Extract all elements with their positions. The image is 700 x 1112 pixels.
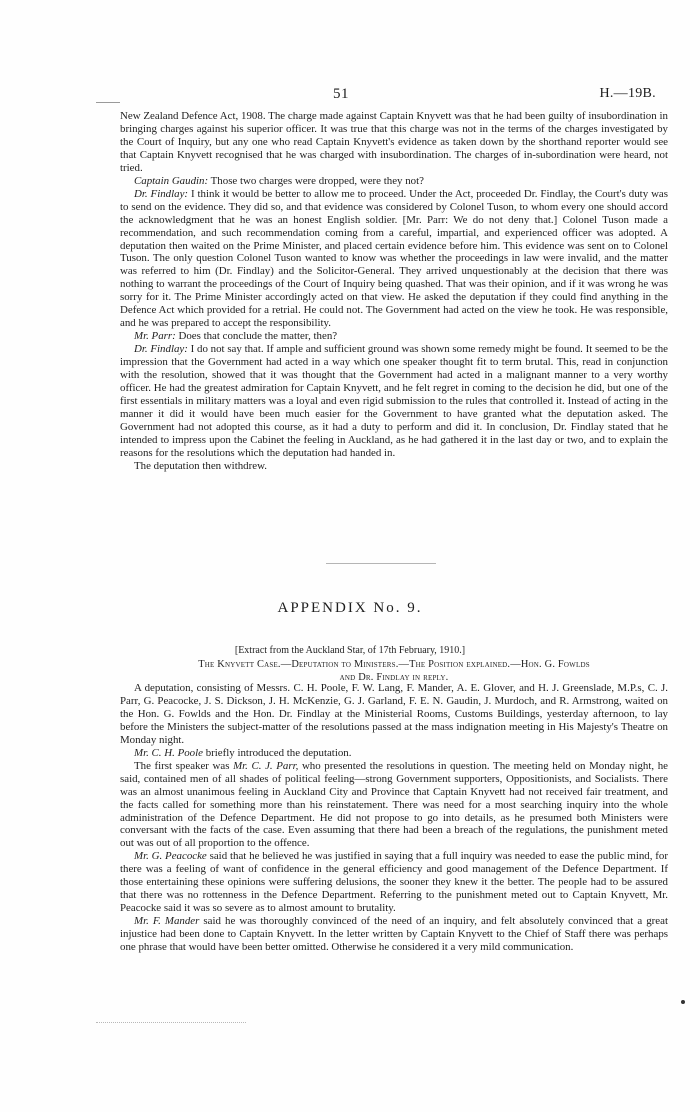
paragraph: A deputation, consisting of Messrs. C. H. Poole, F. W. Lang, F. Mander, A. E. Glover, and H. J. Greenslade, M.P.s, C. J. Parr, G. Peacocke, J. S. Dickson, J. H. McKenzie, G. J. Garland, F. E. N. Gaudin, J. Murdoch, and R. Armstrong, waited on the Hon. G. Fowlds and the Hon. Dr. Findlay at the Ministerial Rooms, Customs Buildings, yesterday afternoon, to lay before the Ministers the subject-matter of the resolutions passed at the mass indignation meeting in His Majesty's Theatre on Monday night. bbox=[120, 682, 668, 746]
paragraph-text: said that he believed he was justified in saying that a full inquiry was needed to ease the public mind, for there was a feeling of want of confidence in the general efficiency and good management of the Defence Department. If those entertaining these opinions were suffering delusions, the sooner they knew it the better. The people had to be assured that there was no rottenness in the Defence Department. Referring to the punishment meted out to Captain Knyvett, Mr. Peacocke said it was so severe as to almost amount to brutality. bbox=[120, 850, 668, 915]
paragraph-text: said he was thoroughly convinced of the need of an inquiry, and felt absolutely convinced that a great injustice had been done to Captain Knyvett. In the letter written by Captain Knyvett to the Chief of Staff there was perhaps one phrase that would have been better omitted. Otherwise he considered it a very mild communication. bbox=[120, 915, 668, 954]
paragraph: New Zealand Defence Act, 1908. The charge made against Captain Knyvett was that he had been guilty of insubordination in bringing charges against his superior officer. It was true that this charge was not in the terms of the charges investigated by the Court of Inquiry, but any one who read Captain Knyvett's evidence as taken down by the shorthand reporter would see that Captain Knyvett recognised that he was charged with insubordination. The charges of in-subordination were heard, not tried. bbox=[120, 110, 668, 174]
document-reference: H.—19B. bbox=[599, 86, 656, 101]
headline-line: The Knyvett Case.—Deputation to Ministers.—The Position explained.—Hon. G. Fowlds bbox=[198, 659, 590, 670]
paragraph bbox=[120, 175, 668, 188]
appendix-title: APPENDIX No. 9. bbox=[277, 600, 423, 616]
paragraph-text: I do not say that. If ample and sufficient ground was shown some remedy might be found. It seemed to be the impression that the Government had acted in a way which one speaker thought fit to term brutal. This, read in conjunction with the resolution, showed that it was thought that the Government had acted in a malignant manner to a very worthy officer. He had the greatest admiration for Captain Knyvett, and he felt regret in coming to the decision he did, but one of the first essentials in military matters was a loyal and even rigid submission to the rules that controlled it. Instead of acting in the manner it did it would have been much easier for the Government to have granted what the deputation asked. The Government had not adopted this course, as it had a duty to perform and did it. In conclusion, Dr. Findlay stated that he intended to impress upon the Cabinet the feeling in Auckland, as he had gathered it in the last day or two, and to explain the reasons for the resolutions which the deputation had handed in. bbox=[120, 343, 668, 459]
article-headline bbox=[120, 659, 668, 684]
extract-source-note: [Extract from the Auckland Star, of 17th February, 1910.] bbox=[234, 645, 466, 656]
paragraph-text: Does that conclude the matter, then? bbox=[175, 330, 338, 343]
paragraph bbox=[120, 188, 668, 330]
paragraph-text: who presented the resolutions in question. The meeting held on Monday night, he said, contained men of all shades of political feeling—strong Government supporters, Oppositionists, and Socialists. There was an almost unanimous feeling in Auckland City and Province that Captain Knyvett had not received fair treatment, and the facts called for something more than his reinstatement. There was need for a most searching inquiry into the whole administration of the Defence Department. He did not propose to go into details, as he presumed both Ministers were conversant with the facts of the case. Even assuming that there had been a breach of the regulations, the punishment meted out was out of all proportion to the offence. bbox=[120, 759, 668, 850]
speaker-name: Mr. G. Peacocke bbox=[134, 850, 207, 863]
footer-mark bbox=[96, 1022, 246, 1024]
paragraph bbox=[120, 747, 668, 760]
headline-line: and Dr. Findlay in reply. bbox=[339, 671, 449, 683]
speaker-name: Dr. Findlay: bbox=[134, 343, 188, 356]
speaker-name: Captain Gaudin: bbox=[134, 174, 209, 187]
paragraph-text: I think it would be better to allow me to proceed. Under the Act, proceeded Dr. Findlay, the Court's duty was to send on the evidence. They did so, and that evidence was considered by Colonel Tuson, to whom every one should accord the acknowledgment that he was an honest English soldier. [Mr. Parr: We do not deny that.] Colonel Tuson made a recommendation, and such recommendation coming from a careful, impartial, and experienced officer was adopted. A deputation then waited on the Prime Minister, and placed certain evidence before him. This evidence was sent on to Colonel Tuson. The only question Colonel Tuson wanted to know was whether the proceedings in law were invalid, and the matter was referred to him (Dr. Findlay) and the Solicitor-General. They arrived unquestionably at the decision that there was nothing to warrant the proceedings of the Court of Inquiry being quashed. That was their opinion, and if it was wrong he was sorry for it. The Prime Minister accordingly acted on that view. He asked the deputation if they could find anything in the Defence Act which provided for a retrial. He could not. The Government had acted on the view he took. He was responsible, and he was prepared to accept the responsibility. bbox=[120, 187, 669, 330]
paragraph-text: The first speaker was bbox=[134, 759, 234, 772]
paragraph bbox=[120, 343, 668, 460]
speaker-name: Dr. Findlay: bbox=[134, 187, 189, 200]
deputation-article-section bbox=[120, 682, 668, 954]
page-header bbox=[0, 86, 700, 106]
margin-mark bbox=[96, 102, 120, 103]
section-divider bbox=[326, 563, 436, 564]
margin-dot bbox=[681, 1000, 685, 1004]
paragraph: The deputation then withdrew. bbox=[134, 459, 267, 472]
paragraph-text: Those two charges were dropped, were they not? bbox=[208, 174, 424, 187]
paragraph bbox=[120, 760, 668, 851]
paragraph bbox=[120, 915, 668, 954]
page-number: 51 bbox=[333, 86, 349, 102]
paragraph bbox=[120, 850, 668, 915]
paragraph bbox=[120, 330, 668, 343]
paragraph-text: briefly introduced the deputation. bbox=[202, 746, 352, 759]
findlay-reply-section bbox=[120, 110, 668, 473]
speaker-name: Mr. C. H. Poole bbox=[134, 746, 203, 759]
speaker-name: Mr. Parr: bbox=[134, 330, 176, 343]
speaker-name: Mr. F. Mander bbox=[134, 915, 200, 928]
speaker-name: Mr. C. J. Parr, bbox=[233, 759, 299, 772]
